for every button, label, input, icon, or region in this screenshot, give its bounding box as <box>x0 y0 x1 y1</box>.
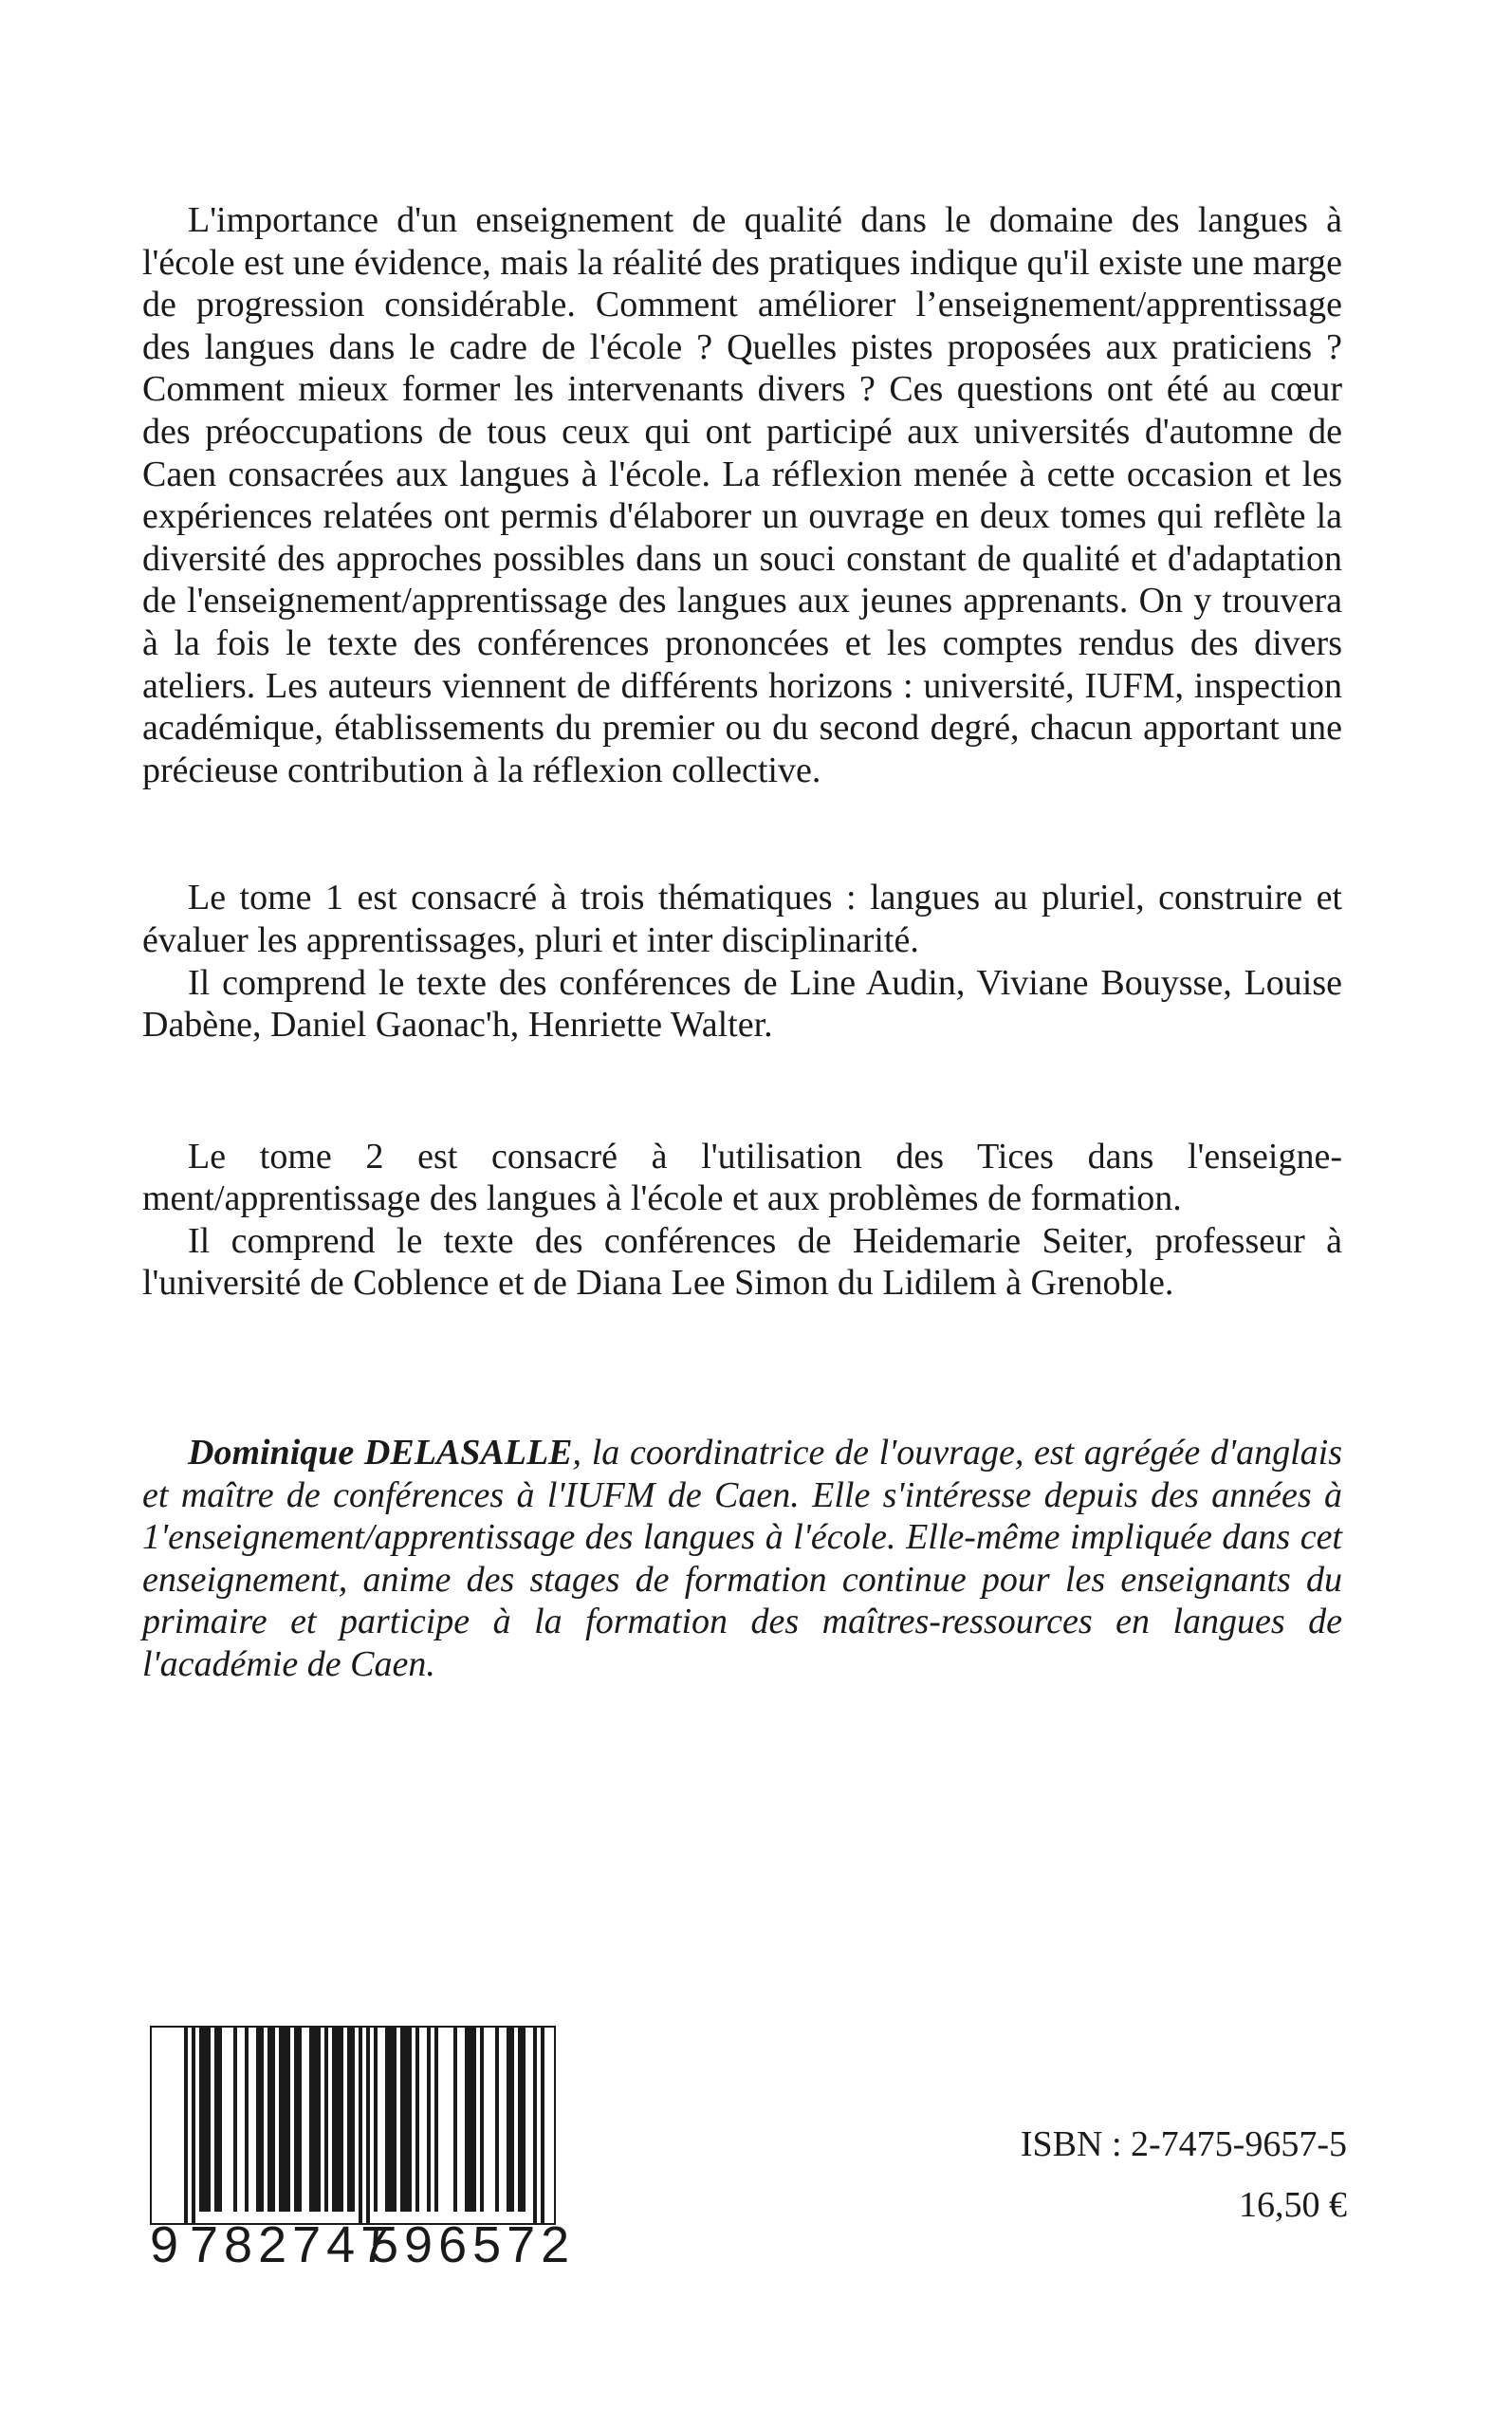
barcode-left-group: 782747 <box>190 2216 396 2273</box>
barcode-guard-bar <box>192 2026 195 2225</box>
author-bio: , la coordinatrice de l'ouvrage, est agrégée d'anglais et maître de conférences à l'IUFM de Caen. Elle s'intéresse depuis des années à 1'enseignement/apprentissage des langues à l'école. Elle-même impliquée dans cet enseignement, anime des stages de formation continue pour les enseignants du primaire et participe à la formation des maîtres-ressources en langues de l'académie de Caen. <box>142 1433 1342 1685</box>
tome2-speakers: Il comprend le texte des conférences de Heidemarie Seiter, professeur à l'université de Coblence et de Diana Lee Simon du Lidilem à Grenoble. <box>142 1220 1342 1304</box>
barcode <box>150 2026 576 2277</box>
barcode-bar <box>427 2026 431 2212</box>
tome1-themes: Le tome 1 est consacré à trois thématiques : langues au pluriel, construire et évaluer les apprentissages, pluri et inter disciplinarité. <box>142 878 1342 960</box>
barcode-digits <box>150 2215 576 2274</box>
barcode-bar <box>465 2026 476 2212</box>
barcode-bar <box>267 2026 275 2212</box>
barcode-bar <box>245 2026 249 2212</box>
barcode-right-group: 596572 <box>370 2216 576 2273</box>
barcode-bar <box>400 2026 412 2212</box>
tome2-block <box>142 1136 1342 1305</box>
barcode-bar <box>434 2026 438 2212</box>
tome1-block <box>142 877 1342 1046</box>
tome1-speakers: Il comprend le texte des conférences de Line Audin, Viviane Bouysse, Louise Dabène, Daniel Gaonac'h, Henriette Walter. <box>142 962 1342 1046</box>
barcode-guard-bar <box>359 2026 362 2225</box>
barcode-bar <box>324 2026 328 2212</box>
barcode-guard-bar <box>541 2026 544 2225</box>
barcode-bar <box>518 2026 526 2212</box>
barcode-bar <box>309 2026 321 2212</box>
author-block <box>142 1432 1342 1686</box>
barcode-first-digit: 9 <box>150 2216 179 2273</box>
barcode-bar <box>374 2026 378 2212</box>
barcode-bar <box>480 2026 484 2212</box>
isbn: ISBN : 2-7475-9657-5 <box>1020 2124 1347 2164</box>
intro-block <box>142 199 1342 791</box>
intro-paragraph: L'importance d'un enseignement de qualité dans le domaine des langues à l'école est une évidence, mais la réalité des pratiques indique qu'il existe une marge de progression considérable. Comment améliorer l’enseignement/apprentissage des langues dans le cadre de l'école ? Quelles pistes proposées aux praticiens ? Comment mieux former les intervenants divers ? Ces questions ont été au cœur des préoccupations de tous ceux qui ont participé aux universités d'automne de Caen consacrées aux langues à l'école. La réflexion menée à cette occasion et les expériences relatées ont permis d'élaborer un ouvrage en deux tomes qui reflète la diversité des approches possibles dans un souci constant de qualité et d'adaptation de l'enseignement/apprentissage des langues aux jeunes apprenants. On y trouvera à la fois le texte des conférences prononcées et les comptes rendus des divers ateliers. Les auteurs viennent de différents horizons : université, IUFM, inspection académique, établissements du premier ou du second degré, chacun apportant une précieuse contribution à la réflexion collective. <box>142 200 1342 790</box>
author-paragraph <box>142 1432 1342 1686</box>
barcode-guard-bar <box>366 2026 370 2225</box>
barcode-bar <box>385 2026 396 2212</box>
author-name: Dominique DELASALLE <box>188 1433 573 1473</box>
barcode-guard-bar <box>184 2026 188 2225</box>
barcode-bars <box>150 2026 556 2225</box>
price: 16,50 € <box>1239 2185 1347 2225</box>
barcode-bar <box>256 2026 264 2212</box>
barcode-bar <box>214 2026 222 2212</box>
barcode-bar <box>233 2026 237 2212</box>
barcode-guard-bar <box>533 2026 537 2225</box>
back-cover-text <box>142 199 1342 1686</box>
tome2-themes: Le tome 2 est consacré à l'utilisation des Tices dans l'enseignement/apprentissage des langues à l'école et aux problèmes de formation. <box>142 1136 1342 1219</box>
barcode-bar <box>507 2026 514 2212</box>
barcode-bar <box>453 2026 457 2212</box>
barcode-bar <box>332 2026 343 2212</box>
barcode-bar <box>279 2026 290 2212</box>
barcode-bar <box>495 2026 499 2212</box>
barcode-bar <box>199 2026 211 2212</box>
barcode-bar <box>415 2026 419 2212</box>
barcode-bar <box>347 2026 355 2212</box>
barcode-bar <box>294 2026 302 2212</box>
